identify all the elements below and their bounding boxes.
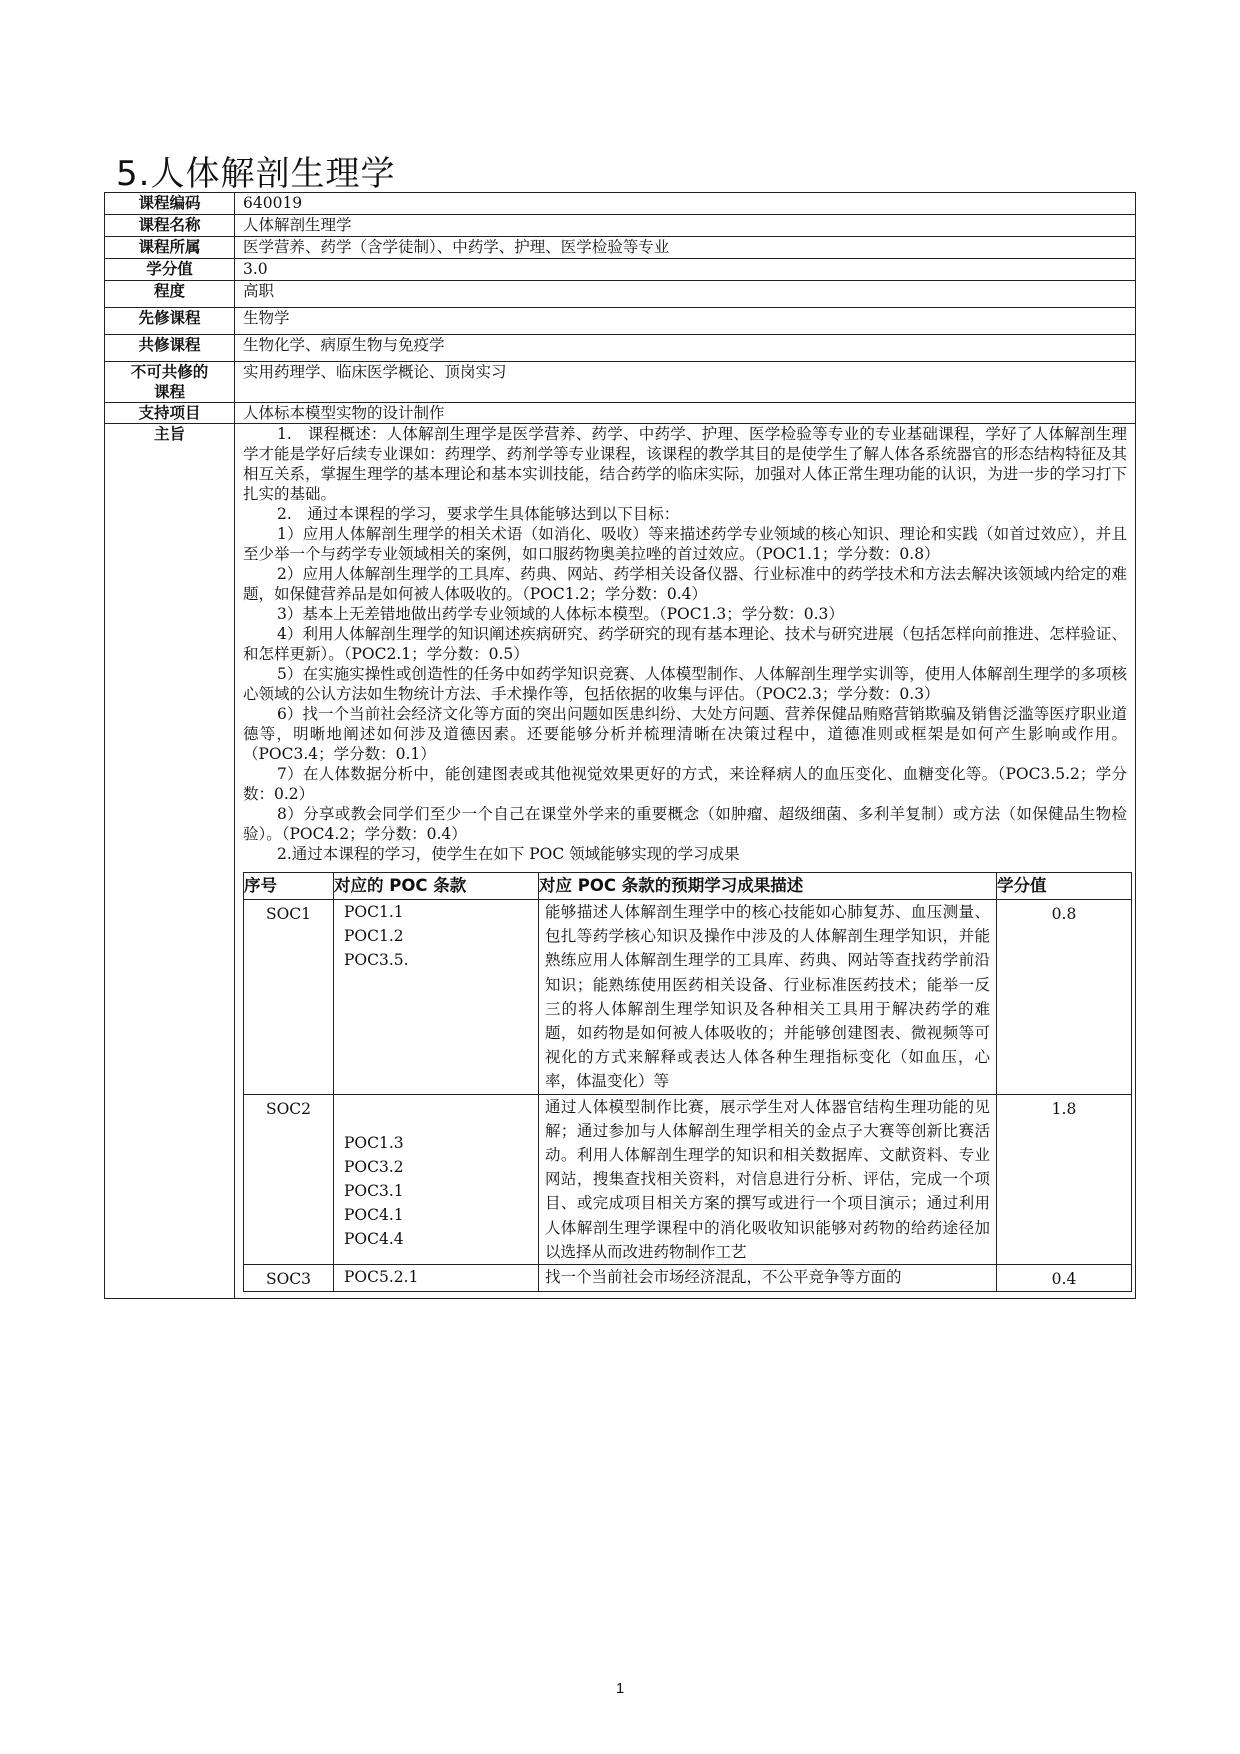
soc-credit: 0.4: [997, 1265, 1132, 1292]
table-row: [244, 1094, 1132, 1264]
row-exclusive-courses: [105, 362, 1136, 403]
paragraph: 8）分享或教会同学们至少一个自己在课堂外学来的重要概念（如肿瘤、超级细菌、多利羊复制）或方法（如保健品生物检验）。（POC4.2；学分数：0.4）: [243, 805, 1127, 843]
value-course-belongs: 医学营养、药学（含学徒制）、中药学、护理、医学检验等专业: [235, 237, 1136, 259]
soc-credit: 1.8: [997, 1094, 1132, 1264]
row-prerequisite: [105, 308, 1136, 335]
soc-poc: [334, 1094, 539, 1264]
label-support-project: 支持项目: [105, 403, 235, 424]
page-number: 1: [615, 1680, 625, 1697]
soc-desc: 通过人体模型制作比赛，展示学生对人体器官结构生理功能的见解；通过参加与人体解剖生理学相关的金点子大赛等创新比赛活动。利用人体解剖生理学的知识和相关数据库、文献资料、专业网站，搜集查找相关资料，对信息进行分析、评估，完成一个项目、或完成项目相关方案的撰写或进行一个项目演示；通过利用人体解剖生理学课程中的消化吸收知识能够对药物的给药途径加以选择从而改进药物制作工艺: [539, 1094, 997, 1264]
poc-item: POC1.3: [344, 1133, 404, 1152]
paragraph: 1. 课程概述：人体解剖生理学是医学营养、药学、中药学、护理、医学检验等专业的专业基础课程，学好了人体解剖生理学才能是学好后续专业课如：药理学、药剂学等专业课程，该课程的教学其目的是使学生了解人体各系统器官的形态结构特征及其相互关系，掌握生理学的基本理论和基本实训技能，结合药学的临床实际，加强对人体正常生理功能的认识，为进一步的学习打下扎实的基础。: [243, 425, 1127, 503]
label-exclusive-line1: 不可共修的: [130, 363, 209, 381]
soc-table-header: [244, 873, 1132, 900]
value-prerequisite: 生物学: [235, 308, 1136, 335]
course-info-table: [104, 192, 1136, 1299]
paragraph: 5）在实施实操性或创造性的任务中如药学知识竞赛、人体模型制作、人体解剖生理学实训等，使用人体解剖生理学的多项核心领域的公认方法如生物统计方法、手术操作等，包括依据的收集与评估。（POC2.3；学分数：0.3）: [243, 665, 1127, 703]
label-exclusive-line2: 课程: [153, 383, 185, 401]
poc-item: POC3.2: [344, 1157, 404, 1176]
label-credit: 学分值: [105, 259, 235, 281]
table-row: [244, 900, 1132, 1095]
paragraph: 6）找一个当前社会经济文化等方面的突出问题如医患纠纷、大处方问题、营养保健品贿赂营销欺骗及销售泛滥等医疗职业道德等，明晰地阐述如何涉及道德因素。还要能够分析并梳理清晰在决策过程中，道德准则或框架是如何产生影响或作用。（POC3.4；学分数：0.1）: [243, 705, 1127, 763]
table-row: [244, 1265, 1132, 1292]
poc-item: POC1.2: [344, 927, 404, 946]
table-intro: 2.通过本课程的学习，使学生在如下 POC 领域能够实现的学习成果: [277, 845, 740, 863]
main-content: [235, 424, 1136, 1299]
poc-item: POC1.1: [344, 903, 404, 921]
poc-item: POC4.4: [344, 1230, 404, 1249]
value-exclusive-courses: 实用药理学、临床医学概论、顶岗实习: [235, 362, 1136, 403]
header-no: 序号: [244, 873, 334, 900]
paragraph: 2. 通过本课程的学习，要求学生具体能够达到以下目标：: [277, 505, 680, 523]
soc-no: SOC3: [244, 1265, 334, 1292]
row-level: [105, 281, 1136, 308]
header-credit: 学分值: [997, 873, 1132, 900]
value-credit: 3.0: [235, 259, 1136, 281]
label-exclusive-courses: [105, 362, 235, 403]
label-corequisite: 共修课程: [105, 335, 235, 362]
row-credit: [105, 259, 1136, 281]
label-course-name: 课程名称: [105, 215, 235, 237]
poc-item: POC3.1: [344, 1182, 404, 1201]
label-course-code: 课程编码: [105, 193, 235, 215]
header-poc: 对应的 POC 条款: [334, 873, 539, 900]
row-course-belongs: [105, 237, 1136, 259]
paragraph: 2）应用人体解剖生理学的工具库、药典、网站、药学相关设备仪器、行业标准中的药学技术和方法去解决该领域内给定的难题，如保健营养品是如何被人体吸收的。（POC1.2；学分数：0.4）: [243, 565, 1127, 603]
soc-no: SOC2: [244, 1094, 334, 1264]
value-course-name: 人体解剖生理学: [235, 215, 1136, 237]
row-course-name: [105, 215, 1136, 237]
soc-desc: 能够描述人体解剖生理学中的核心技能如心肺复苏、血压测量、包扎等药学核心知识及操作中涉及的人体解剖生理学知识，并能熟练应用人体解剖生理学的工具库、药典、网站等查找药学前沿知识；能熟练使用医药相关设备、行业标准医药技术；能举一反三的将人体解剖生理学知识及各种相关工具用于解决药学的难题，如药物是如何被人体吸收的；并能够创建图表、微视频等可视化的方式来解释或表达人体各种生理指标变化（如血压，心率，体温变化）等: [539, 900, 997, 1095]
soc-poc: [334, 1265, 539, 1292]
label-course-belongs: 课程所属: [105, 237, 235, 259]
paragraph: 7）在人体数据分析中，能创建图表或其他视觉效果更好的方式，来诠释病人的血压变化、血糖变化等。（POC3.5.2；学分数：0.2）: [243, 765, 1127, 803]
label-main: 主旨: [105, 424, 235, 1299]
value-corequisite: 生物化学、病原生物与免疫学: [235, 335, 1136, 362]
value-support-project: 人体标本模型实物的设计制作: [235, 403, 1136, 424]
poc-item: POC3.5.: [344, 951, 409, 970]
header-desc: 对应 POC 条款的预期学习成果描述: [539, 873, 997, 900]
soc-table: [243, 872, 1132, 1292]
page-title: 5.人体解剖生理学: [116, 154, 396, 194]
row-corequisite: [105, 335, 1136, 362]
paragraph: 4）利用人体解剖生理学的知识阐述疾病研究、药学研究的现有基本理论、技术与研究进展（包括怎样向前推进、怎样验证、和怎样更新）。（POC2.1；学分数：0.5）: [243, 625, 1127, 663]
poc-item: POC4.1: [344, 1206, 404, 1225]
paragraph: 1）应用人体解剖生理学的相关术语（如消化、吸收）等来描述药学专业领域的核心知识、理论和实践（如首过效应），并且至少举一个与药学专业领域相关的案例，如口服药物奥美拉唑的首过效应。（POC1.1；学分数：0.8）: [243, 525, 1127, 563]
poc-item: POC5.2.1: [344, 1268, 419, 1287]
value-level: 高职: [235, 281, 1136, 308]
row-course-code: [105, 193, 1136, 215]
row-support-project: [105, 403, 1136, 424]
paragraph: 3）基本上无差错地做出药学专业领域的人体标本模型。（POC1.3；学分数：0.3）: [277, 605, 844, 623]
soc-no: SOC1: [244, 900, 334, 1095]
value-course-code: 640019: [235, 193, 1136, 215]
soc-desc: 找一个当前社会市场经济混乱，不公平竞争等方面的: [539, 1265, 997, 1292]
soc-poc: [334, 900, 539, 1095]
label-level: 程度: [105, 281, 235, 308]
soc-credit: 0.8: [997, 900, 1132, 1095]
row-main: [105, 424, 1136, 1299]
label-prerequisite: 先修课程: [105, 308, 235, 335]
